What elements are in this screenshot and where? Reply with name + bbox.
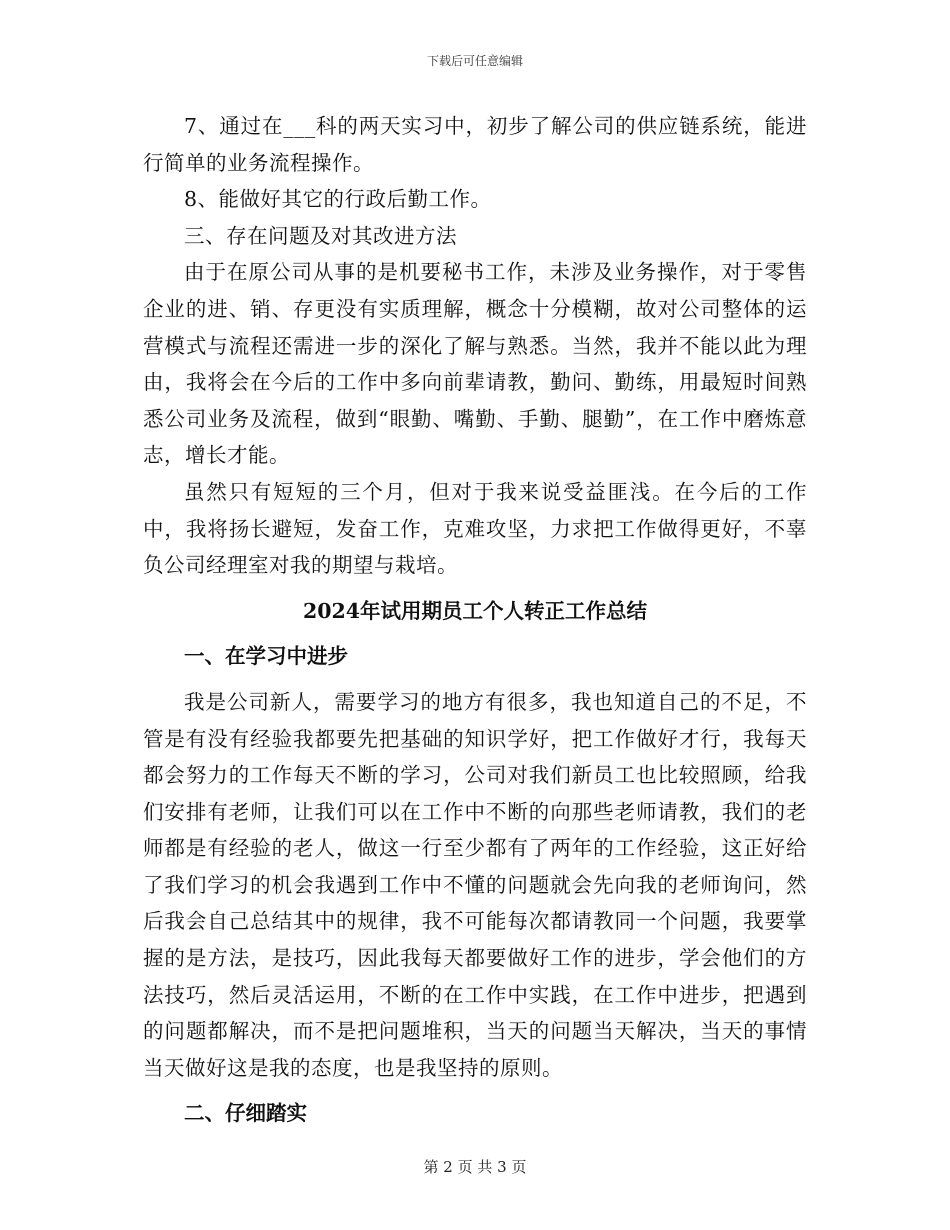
section-heading-learning: 一、在学习中进步 — [184, 644, 348, 669]
paragraph-learning: 我是公司新人，需要学习的地方有很多，我也知道自己的不足，不管是有没有经验我都要先把基础的知识学好，把工作做好才行，我每天都会努力的工作每天不断的学习，公司对我们新员工也比较照顾，给我们安排有老师，让我们可以在工作中不断的向那些老师请教，我们的老师都是有经验的老人，做这一行至少都有了两年的工作经验，这正好给了我们学习的机会我遇到工作中不懂的问题就会先向我的老师询问，然后我会自己总结其中的规律，我不可能每次都请教同一个问题，我要掌握的是方法，是技巧，因此我每天都要做好工作的进步，学会他们的方法技巧，然后灵活运用，不断的在工作中实践，在工作中进步，把遇到的问题都解决，而不是把问题堆积，当天的问题当天解决，当天的事情当天做好这是我的态度，也是我坚持的原则。 — [143, 689, 807, 1080]
document-body — [143, 108, 807, 1132]
page-header: 下载后可任意编辑 — [426, 54, 523, 68]
section-heading-problems: 三、存在问题及对其改进方法 — [184, 223, 457, 248]
paragraph-item-7: 7、通过在___科的两天实习中，初步了解公司的供应链系统，能进行简单的业务流程操作。 — [143, 114, 807, 175]
document-title: 2024年试用期员工个人转正工作总结 — [302, 598, 648, 623]
section-heading-diligent: 二、仔细踏实 — [184, 1101, 307, 1126]
paragraph-conclusion: 虽然只有短短的三个月，但对于我来说受益匪浅。在今后的工作中，我将扬长避短，发奋工作，克难攻坚，力求把工作做得更好，不辜负公司经理室对我的期望与栽培。 — [143, 479, 807, 578]
paragraph-problems: 由于在原公司从事的是机要秘书工作，未涉及业务操作，对于零售企业的进、销、存更没有实质理解，概念十分模糊，故对公司整体的运营模式与流程还需进一步的深化了解与熟悉。当然，我并不能以此为理由，我将会在今后的工作中多向前辈请教，勤问、勤练，用最短时间熟悉公司业务及流程，做到“眼勤、嘴勤、手勤、腿勤”，在工作中磨炼意志，增长才能。 — [143, 260, 807, 468]
paragraph-item-8: 8、能做好其它的行政后勤工作。 — [184, 187, 492, 212]
page-footer: 第 2 页 共 3 页 — [423, 1158, 527, 1176]
